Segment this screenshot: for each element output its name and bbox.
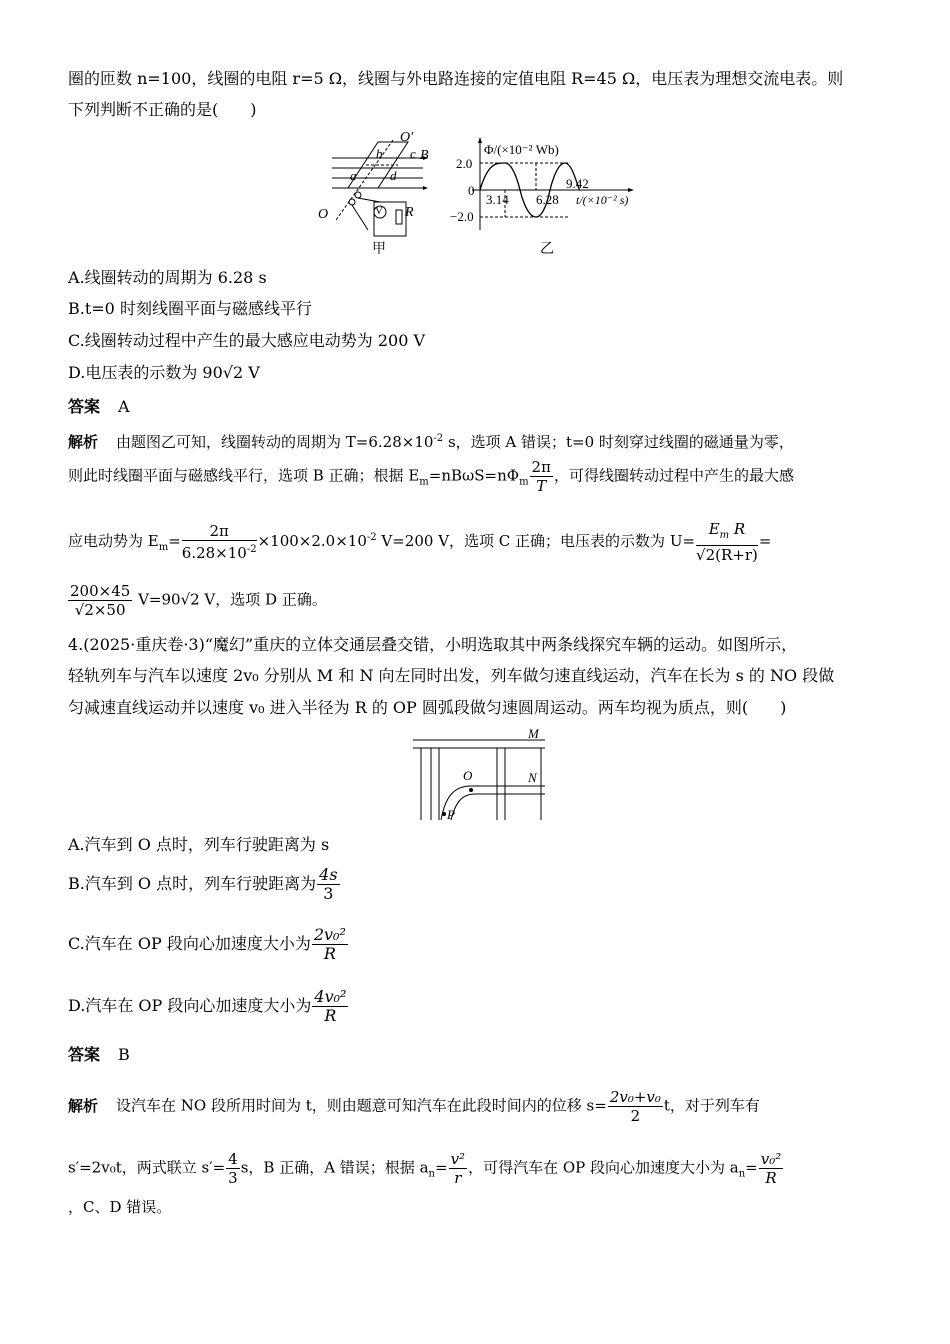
exponent: -2 xyxy=(433,433,444,444)
q4-analysis-text: s，B 正确，A 错误；根据 a xyxy=(240,1158,429,1177)
fraction-EmR-over-sqrt: $\frac{E_m R}{√2(R+r)}$ xyxy=(696,520,758,564)
q4-option-b: B.汽车到 O 点时，列车行驶距离为 $\frac{4s}{3}$ xyxy=(68,865,338,903)
subscript: n xyxy=(738,1168,746,1180)
q3-analysis-line4 xyxy=(68,582,327,619)
q3-analysis-text: =nBωS=nΦ xyxy=(428,466,520,485)
q3-analysis-text: ，可得线圈转动过程中产生的最大感 xyxy=(553,466,794,485)
subscript: m xyxy=(519,476,529,488)
q4-fig-label-P: P xyxy=(447,807,455,822)
fraction-4v0sq-over-R: $\frac{\text{4v₀²}}{R}$ xyxy=(314,987,347,1025)
q4-analysis-line3: ，C、D 错误。 xyxy=(68,1198,172,1216)
subscript: m xyxy=(158,542,169,553)
q3-option-d: D.电压表的示数为 90√2 V xyxy=(68,363,260,382)
q4-option-c: C.汽车在 OP 段向心加速度大小为 $\frac{\text{2v₀²}}{R}$ xyxy=(68,925,346,963)
q3-analysis-label: 解析 xyxy=(68,433,99,451)
fraction-2pi-over-T: $\frac{2\pi}{T}$ xyxy=(531,458,551,495)
q4-stem-line3: 匀减速直线运动并以速度 v₀ 进入半径为 R 的 OP 圆弧段做匀速圆周运动。两车均视为质点，则( ) xyxy=(68,698,787,717)
q4-analysis-text: ，可得汽车在 OP 段向心加速度大小为 a xyxy=(468,1158,739,1177)
q4-fig-label-N: N xyxy=(528,770,537,785)
fraction-vsq-over-r: $\frac{\text{v²}}{r}$ xyxy=(450,1150,466,1187)
fig-jia-label-O: O xyxy=(318,207,329,222)
fraction-sum-over-2: $\frac{\text{2v₀+v₀}}{2}$ xyxy=(609,1088,661,1125)
fraction-2pi-over-628: $\frac{2\pi}{6.28\times 10^{-2}}$ xyxy=(181,522,257,562)
fraction-4s-over-3: $\frac{4s}{3}$ xyxy=(319,865,338,903)
q3-answer xyxy=(68,396,130,418)
fig-jia-label-V: V xyxy=(375,205,383,217)
q3-option-b: B.t=0 时刻线圈平面与磁感线平行 xyxy=(68,299,312,318)
q3-analysis-text: 则此时线圈平面与磁感线平行，选项 B 正确；根据 E xyxy=(68,466,420,485)
q4-analysis-text: s′=2v₀t，两式联立 s′= xyxy=(68,1158,226,1177)
fig-jia-label-oprime: O′ xyxy=(400,130,414,145)
fraction-4-over-3: $\frac{4}{3}$ xyxy=(228,1150,238,1187)
fig-jia-label-d: d xyxy=(390,168,397,183)
fig-jia-label-R: R xyxy=(405,205,414,220)
q3-analysis-line3: 应电动势为 $E_m=$ $\frac{2\pi}{6.28\times 10^{-2}}$ $\times 100\times 2.0\times 10^{-2}$ V=200 V，选项 C 正确；电压表的示数为 U= $\frac{E_m R}{√2(R+r)}$ = xyxy=(68,520,772,564)
fig-yi-ytick: 2.0 xyxy=(456,156,473,171)
q4-option-a: A.汽车到 O 点时，列车行驶距离为 s xyxy=(68,835,330,854)
fraction-2v0sq-over-R: $\frac{\text{2v₀²}}{R}$ xyxy=(313,925,346,963)
q4-fig-label-O: O xyxy=(463,768,473,783)
q4-option-d: D.汽车在 OP 段向心加速度大小为 $\frac{\text{4v₀²}}{R}$ xyxy=(68,987,347,1025)
exponent: -2 xyxy=(366,532,377,543)
q3-stem-line2: 下列判断不正确的是( ) xyxy=(68,100,257,119)
q4-answer xyxy=(68,1044,130,1066)
q4-answer-label: 答案 xyxy=(68,1045,101,1064)
q4-analysis-text: 设汽车在 NO 段所用时间为 t，则由题意可知汽车在此段时间内的位移 s= xyxy=(116,1096,607,1115)
fig-yi-ytick: 0 xyxy=(468,183,475,198)
fig-yi-caption: 乙 xyxy=(540,241,554,257)
q3-analysis-text: 应电动势为 E xyxy=(68,532,159,550)
q3-option-c: C.线圈转动过程中产生的最大感应电动势为 200 V xyxy=(68,331,426,350)
fig-yi-xtick: 3.14 xyxy=(486,192,509,207)
q4-fig-label-M: M xyxy=(528,726,539,741)
subscript: m xyxy=(419,476,429,488)
q3-analysis-text: 由题图乙可知，线圈转动的周期为 T=6.28×10 xyxy=(116,433,434,451)
q3-analysis-line1 xyxy=(68,428,794,453)
q4-analysis-line1 xyxy=(68,1088,760,1125)
q3-answer-label: 答案 xyxy=(68,397,101,416)
q4-stem-line1: 4.(2025·重庆卷·3)“魔幻”重庆的立体交通层叠交错，小明选取其中两条线探究车辆的运动。如图所示， xyxy=(68,635,798,654)
fig-jia-caption: 甲 xyxy=(372,241,386,257)
q3-analysis-text: V=90√2 V，选项 D 正确。 xyxy=(138,590,327,609)
fraction-200x45-over-sqrt2x50: $\frac{200\times 45}{√2\times 50}$ xyxy=(70,582,131,619)
fig-jia-label-c: c xyxy=(410,146,416,161)
q4-stem-line2: 轻轨列车与汽车以速度 2v₀ 分别从 M 和 N 向左同时出发，列车做匀速直线运动，汽车在长为 s 的 NO 段做 xyxy=(68,666,835,685)
fig-jia-label-a: a xyxy=(350,168,357,183)
fig-yi-xtick: 9.42 xyxy=(566,176,589,191)
q3-answer-value: A xyxy=(118,397,130,416)
q4-analysis-line2: s′=2v₀t，两式联立 s′= $\frac{4}{3}$ s，B 正确，A 错误；根据 $a_n=$ $\frac{\text{v²}}{r}$ ，可得汽车在 OP 段向心加速度大小为 $a_n=$ $\frac{\text{v₀²}}{R}$ xyxy=(68,1150,782,1187)
q3-analysis-line2 xyxy=(68,458,794,495)
fig-yi-ytick: −2.0 xyxy=(450,209,474,224)
q3-analysis-text: s，选项 A 错误；t=0 时刻穿过线圈的磁通量为零， xyxy=(447,433,794,451)
fraction-v0sq-over-R: $\frac{\text{v₀²}}{R}$ xyxy=(760,1150,782,1187)
q3-analysis-text: ×100×2.0×10 xyxy=(257,532,367,550)
q3-analysis-text: V=200 V，选项 C 正确；电压表的示数为 U= xyxy=(381,532,696,550)
q3-option-a: A.线圈转动的周期为 6.28 s xyxy=(68,268,267,287)
q4-answer-value: B xyxy=(118,1045,130,1064)
fig-yi-xlabel: t/(×10⁻² s) xyxy=(576,193,629,207)
fig-yi-xtick: 6.28 xyxy=(536,192,559,207)
fig-jia-label-b: b xyxy=(376,146,383,161)
fig-yi-ylabel: Φ/(×10⁻² Wb) xyxy=(484,142,559,157)
q4-analysis-label: 解析 xyxy=(68,1096,99,1115)
subscript: n xyxy=(428,1168,435,1180)
q3-stem-line1: 圈的匝数 n=100，线圈的电阻 r=5 Ω，线圈与外电路连接的定值电阻 R=45 Ω，电压表为理想交流电表。则 xyxy=(68,69,844,88)
q4-analysis-text: t，对于列车有 xyxy=(663,1096,760,1115)
fig-jia-label-B: B xyxy=(420,148,429,163)
